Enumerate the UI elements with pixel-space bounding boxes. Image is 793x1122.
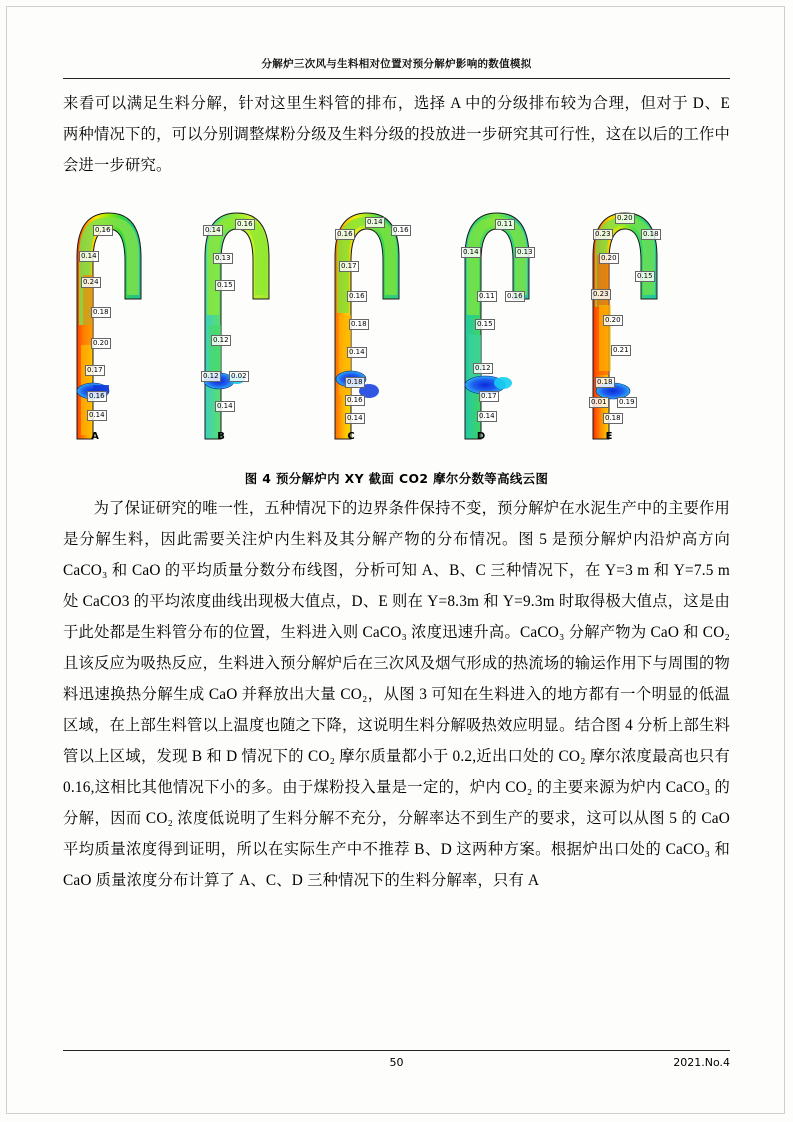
paragraph-continuation: 来看可以满足生料分解，针对这里生料管的排布，选择 A 中的分级排布较为合理，但对于 D、E 两种情况下的，可以分别调整煤粉分级及生料分级的投放进一步研究其可行性，这在以后的工作中会进一步研究。: [63, 95, 730, 174]
kiln-panel-c: [321, 195, 429, 440]
kiln-caption-d: D: [476, 431, 486, 442]
contour-label: 0.14: [367, 218, 383, 226]
contour-label: 0.18: [93, 308, 109, 316]
contour-label: 0.16: [337, 230, 353, 238]
figure-caption: 图 4 预分解炉内 XY 截面 CO2 摩尔分数等高线云图: [244, 471, 549, 486]
paragraph-analysis: 为了保证研究的唯一性，五种情况下的边界条件保持不变，预分解炉在水泥生产中的主要作用是分解生料，因此需要关注炉内生料及其分解产物的分布情况。图 5 是预分解炉内沿炉高方向 CaCO₃ 和 CaO 的平均质量分数分布线图，分析可知 A、B、C 三种情况下，在 Y=3 m 和 Y=7.5 m 处 CaCO3 的平均浓度曲线出现极大值点，D、E 则在 Y=8.3m 和 Y=9.3m 时取得极大值点，这是由于此处都是生料管分布的位置，生料进入则 CaCO₃ 浓度迅速升高。CaCO₃ 分解产物为 CaO 和 CO₂ 且该反应为吸热反应，生料进入预分解炉后在三次风及烟气形成的热流场的输运作用下与周围的物料迅速换热分解生成 CaO 并释放出大量 CO₂，从图 3 可知在生料进入的地方都有一个明显的低温区域，在上部生料管以上温度也随之下降，这说明生料分解吸热效应明显。结合图 4 分析上部生料管以上区域，发现 B 和 D 情况下的 CO₂ 摩尔质量都小于 0.2,近出口处的 CO₂ 摩尔浓度最高也只有 0.16,这相比其他情况下小的多。由于煤粉投入量是一定的，炉内 CO₂ 的主要来源为炉内 CaCO₃ 的分解，因而 CO₂ 浓度低说明了生料分解不充分，分解率达不到生产的要求，这可以从图 5 的 CaO 平均质量浓度得到证明，所以在实际生产中不推荐 B、D 这两种方案。根据炉出口处的 CaCO₃ 和 CaO 质量浓度分布计算了 A、C、D 三种情况下的生料分解率，只有 A: [63, 500, 730, 889]
contour-label: 0.15: [477, 320, 493, 328]
page-number: 50: [389, 1056, 404, 1069]
kiln-panel-d: [451, 195, 559, 440]
kiln-panel-e: [579, 195, 687, 440]
contour-label: 0.16: [347, 396, 363, 404]
contour-label: 0.14: [349, 348, 365, 356]
contour-label: 0.18: [597, 378, 613, 386]
page-header: [63, 56, 730, 71]
contour-label: 0.20: [93, 339, 109, 347]
contour-label: 0.14: [479, 412, 495, 420]
contour-label: 0.21: [613, 346, 629, 354]
running-title: 分解炉三次风与生料相对位置对预分解炉影响的数值模拟: [261, 58, 532, 70]
contour-label: 0.18: [605, 414, 621, 422]
contour-label: 0.13: [215, 254, 231, 262]
contour-label: 0.16: [393, 226, 409, 234]
figure-4: [63, 195, 730, 487]
contour-label: 0.16: [237, 220, 253, 228]
kiln-caption-c: C: [347, 431, 355, 442]
contour-label: 0.02: [231, 372, 247, 380]
contour-label: 0.23: [595, 230, 611, 238]
contour-label: 0.14: [81, 252, 97, 260]
kiln-panel-b: [191, 195, 299, 440]
contour-label: 0.18: [643, 230, 659, 238]
contour-label: 0.24: [83, 278, 99, 286]
kiln-caption-e: E: [605, 431, 613, 442]
contour-label: 0.17: [481, 392, 497, 400]
contour-label: 0.17: [87, 366, 103, 374]
kiln-caption-b: B: [217, 431, 225, 442]
contour-label: 0.20: [601, 254, 617, 262]
figure-4-image: [63, 195, 730, 465]
contour-label: 0.18: [351, 320, 367, 328]
contour-label: 0.19: [619, 398, 635, 406]
contour-label: 0.11: [497, 220, 513, 228]
contour-label: 0.16: [89, 392, 105, 400]
kiln-caption-a: A: [91, 431, 99, 442]
contour-label: 0.16: [349, 292, 365, 300]
contour-label: 0.14: [463, 248, 479, 256]
page-content: [63, 88, 730, 896]
contour-label: 0.14: [347, 414, 363, 422]
contour-label: 0.23: [593, 290, 609, 298]
contour-label: 0.14: [89, 411, 105, 419]
issue-label: 2021.No.4: [673, 1056, 730, 1069]
contour-label: 0.20: [605, 316, 621, 324]
contour-label: 0.12: [213, 336, 229, 344]
contour-label: 0.11: [479, 292, 495, 300]
contour-label: 0.18: [347, 378, 363, 386]
contour-label: 0.13: [517, 248, 533, 256]
contour-label: 0.20: [617, 214, 633, 222]
header-divider: [63, 78, 730, 79]
contour-label: 0.15: [217, 281, 233, 289]
contour-label: 0.14: [217, 402, 233, 410]
page-footer: [63, 1056, 730, 1069]
contour-label: 0.15: [637, 272, 653, 280]
kiln-panel-a: [63, 195, 171, 440]
contour-label: 0.12: [475, 364, 491, 372]
contour-label: 0.16: [95, 226, 111, 234]
contour-label: 0.12: [203, 372, 219, 380]
contour-label: 0.17: [341, 262, 357, 270]
footer-divider: [63, 1050, 730, 1051]
contour-label: 0.16: [507, 292, 523, 300]
contour-label: 0.01: [591, 398, 607, 406]
contour-label: 0.14: [205, 226, 221, 234]
